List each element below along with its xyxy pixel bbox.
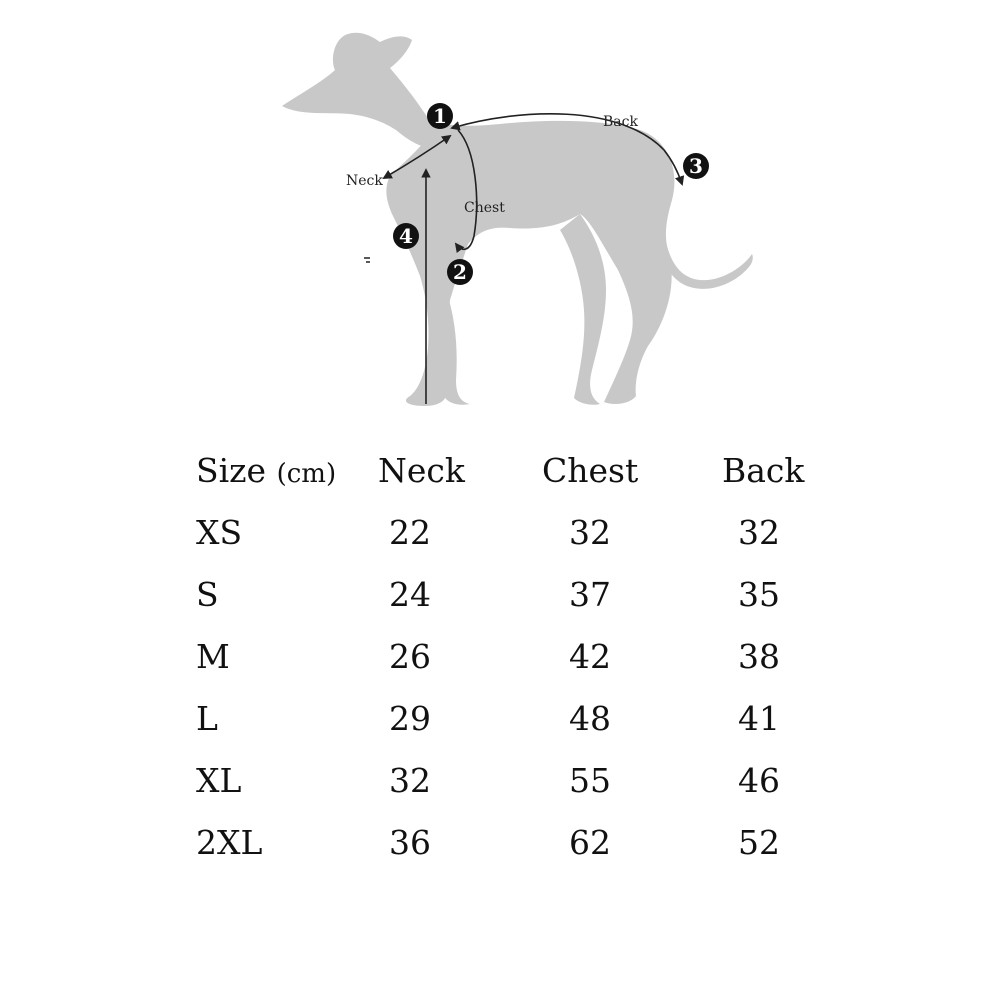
row-neck: 36	[389, 823, 431, 862]
marker-1	[427, 103, 453, 129]
table-row	[0, 688, 1000, 750]
row-size: XL	[196, 761, 242, 800]
table-row	[0, 750, 1000, 812]
row-neck: 26	[389, 637, 431, 676]
header-neck: Neck	[378, 451, 465, 490]
row-back: 35	[738, 575, 780, 614]
row-size: S	[196, 575, 219, 614]
row-neck: 22	[389, 513, 431, 552]
marker-2	[447, 259, 473, 285]
svg-text:2: 2	[453, 260, 467, 284]
table-row	[0, 502, 1000, 564]
header-unit: (cm)	[276, 459, 337, 489]
label-neck: Neck	[346, 173, 383, 189]
header-chest: Chest	[542, 451, 639, 490]
row-back: 52	[738, 823, 780, 862]
row-size: L	[196, 699, 218, 738]
row-chest: 62	[569, 823, 611, 862]
svg-text:4: 4	[399, 224, 413, 248]
row-neck: 29	[389, 699, 431, 738]
dog-measurement-diagram	[0, 0, 1000, 420]
table-row	[0, 626, 1000, 688]
row-size: 2XL	[196, 823, 263, 862]
size-table	[0, 440, 1000, 874]
row-back: 32	[738, 513, 780, 552]
row-chest: 55	[569, 761, 611, 800]
header-size-label: Size	[196, 451, 267, 490]
row-neck: 32	[389, 761, 431, 800]
row-back: 38	[738, 637, 780, 676]
row-size: M	[196, 637, 230, 676]
label-chest: Chest	[464, 200, 505, 216]
row-chest: 42	[569, 637, 611, 676]
header-back: Back	[722, 451, 805, 490]
row-back: 46	[738, 761, 780, 800]
row-chest: 37	[569, 575, 611, 614]
table-row	[0, 812, 1000, 874]
svg-text:1: 1	[433, 104, 447, 128]
row-chest: 32	[569, 513, 611, 552]
stray-mark	[364, 258, 370, 262]
row-size: XS	[196, 513, 243, 552]
row-chest: 48	[569, 699, 611, 738]
label-back: Back	[603, 114, 638, 130]
table-header-row	[0, 440, 1000, 502]
svg-text:3: 3	[689, 154, 703, 178]
marker-4	[393, 223, 419, 249]
row-back: 41	[738, 699, 780, 738]
dog-silhouette	[282, 33, 753, 406]
row-neck: 24	[389, 575, 431, 614]
marker-3	[683, 153, 709, 179]
header-size	[196, 440, 336, 505]
table-row	[0, 564, 1000, 626]
